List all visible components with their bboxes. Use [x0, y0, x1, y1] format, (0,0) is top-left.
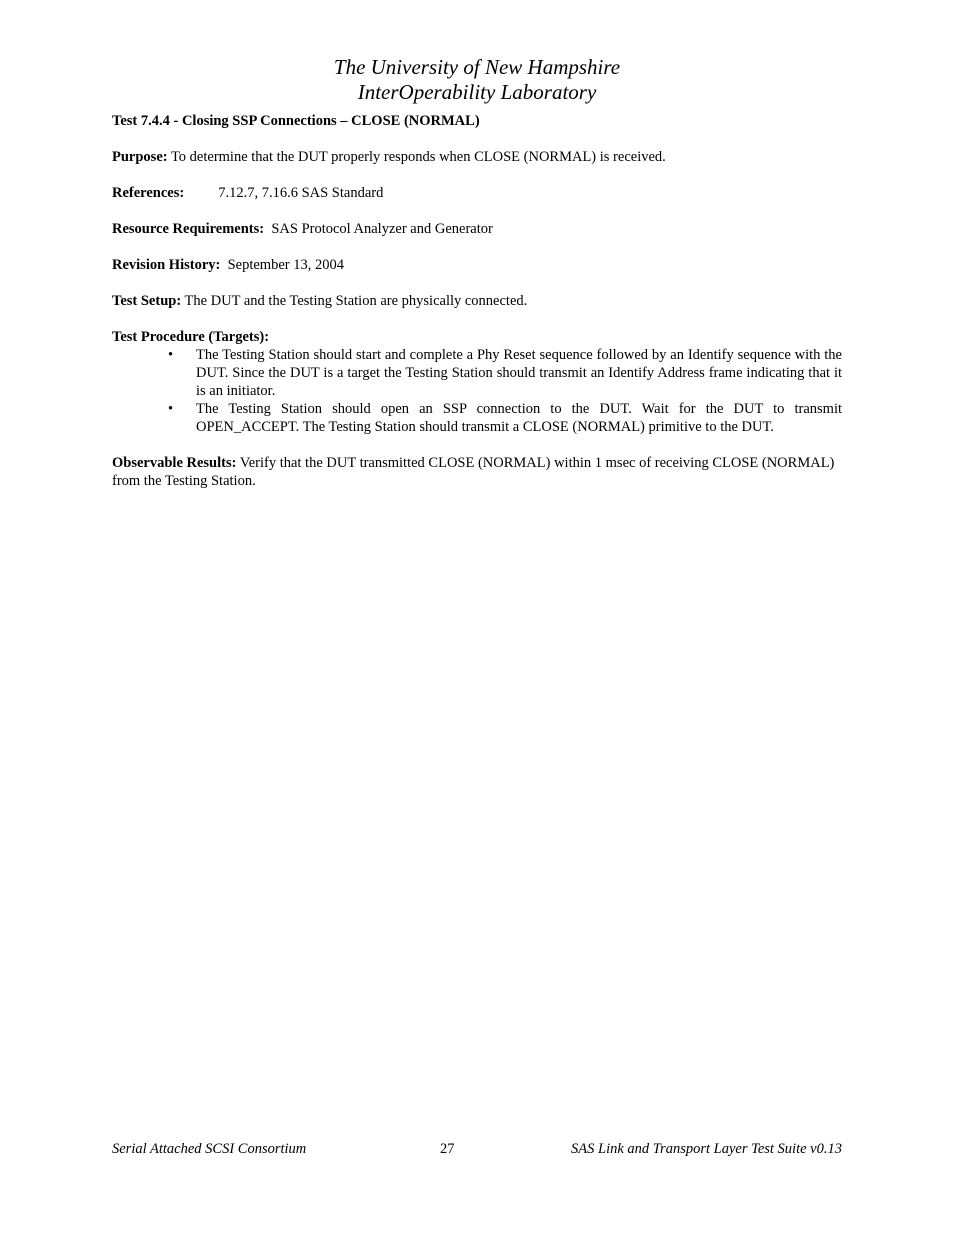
bullet-icon: • [168, 401, 174, 417]
test-title: Test 7.4.4 - Closing SSP Connections – CLOSE (NORMAL) [112, 113, 480, 129]
observable-label: Observable Results: [112, 455, 237, 471]
purpose-text: To determine that the DUT properly responds when CLOSE (NORMAL) is received. [167, 149, 666, 165]
footer-suite-title: SAS Link and Transport Layer Test Suite v0.13 [571, 1141, 842, 1157]
setup-text: The DUT and the Testing Station are physically connected. [181, 293, 528, 309]
revision-label: Revision History: [112, 257, 221, 273]
procedure-list [112, 346, 842, 436]
procedure-heading: Test Procedure (Targets): [112, 329, 270, 345]
references-label: References: [112, 185, 185, 201]
revision-section [112, 256, 842, 274]
references-text: 7.12.7, 7.16.6 SAS Standard [218, 185, 384, 201]
observable-text: Verify that the DUT transmitted CLOSE (NORMAL) within 1 msec of receiving CLOSE (NORMAL) from the Testing Station. [112, 455, 838, 489]
purpose-section [112, 148, 842, 166]
footer-consortium: Serial Attached SCSI Consortium [112, 1141, 307, 1157]
procedure-step-2: The Testing Station should open an SSP connection to the DUT. Wait for the DUT to transmit OPEN_ACCEPT. The Testing Station should transmit a CLOSE (NORMAL) primitive to the DUT. [196, 401, 842, 435]
revision-text: September 13, 2004 [220, 257, 344, 273]
procedure-step-1: The Testing Station should start and complete a Phy Reset sequence followed by an Identify sequence with the DUT. Since the DUT is a target the Testing Station should transmit an Identify Address frame indicating that it is an initiator. [196, 347, 842, 399]
page-footer [112, 1140, 842, 1160]
list-item [168, 346, 842, 400]
setup-label: Test Setup: [112, 293, 182, 309]
observable-section [112, 454, 842, 490]
document-body [112, 112, 842, 490]
page-number: 27 [440, 1141, 455, 1157]
header-university: The University of New Hampshire [333, 55, 621, 79]
resources-text: SAS Protocol Analyzer and Generator [264, 221, 493, 237]
resources-section [112, 220, 842, 238]
page-header [0, 55, 954, 105]
header-laboratory: InterOperability Laboratory [357, 80, 597, 104]
references-section [112, 184, 842, 202]
setup-section [112, 292, 842, 310]
resources-label: Resource Requirements: [112, 221, 265, 237]
list-item [168, 400, 842, 436]
bullet-icon: • [168, 347, 174, 363]
purpose-label: Purpose: [112, 149, 168, 165]
